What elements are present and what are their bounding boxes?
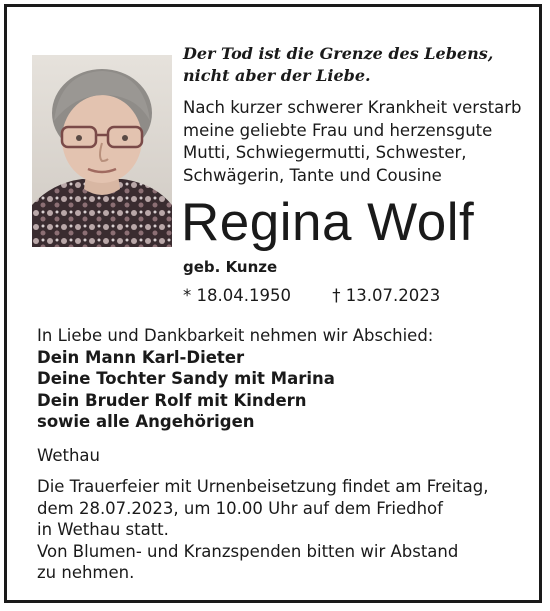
life-dates [183,285,525,307]
birth-date: * 18.04.1950 [183,286,291,305]
intro-line: Schwägerin, Tante und Cousine [183,165,442,185]
mourners-list [37,347,525,433]
deceased-name: Regina Wolf [181,193,475,252]
funeral-line: Die Trauerfeier mit Urnenbeisetzung findet am Freitag, [37,477,489,496]
mourner-item: Dein Mann Karl-Dieter [37,347,245,367]
intro-line: Mutti, Schwiegermutti, Schwester, [183,143,467,162]
motto [183,43,525,87]
mourner-item: Deine Tochter Sandy mit Marina [37,369,335,388]
intro-line: Nach kurzer schwerer Krankheit verstarb [183,98,522,117]
funeral-info [37,476,525,584]
death-date: † 13.07.2023 [332,286,441,305]
farewell-text: In Liebe und Dankbarkeit nehmen wir Abschied: [37,326,434,345]
mourners-section [37,325,525,433]
obituary-card [4,4,542,603]
funeral-line: zu nehmen. [37,563,135,582]
portrait-photo [32,55,172,247]
funeral-line: dem 28.07.2023, um 10.00 Uhr auf dem Friedhof [37,498,443,518]
intro-text [183,97,525,187]
funeral-line: Von Blumen- und Kranzspenden bitten wir Abstand [37,541,459,561]
maiden-name: geb. Kunze [183,258,278,276]
place-name: Wethau [37,446,100,465]
motto-line: Der Tod ist die Grenze des Lebens, [183,44,494,63]
mourner-item: Dein Bruder Rolf mit Kindern [37,390,307,410]
motto-line: nicht aber der Liebe. [183,66,371,85]
mourner-item: sowie alle Angehörigen [37,412,255,431]
portrait-image [32,55,172,247]
intro-line: meine geliebte Frau und herzensgute [183,120,493,140]
funeral-line: in Wethau statt. [37,520,169,539]
